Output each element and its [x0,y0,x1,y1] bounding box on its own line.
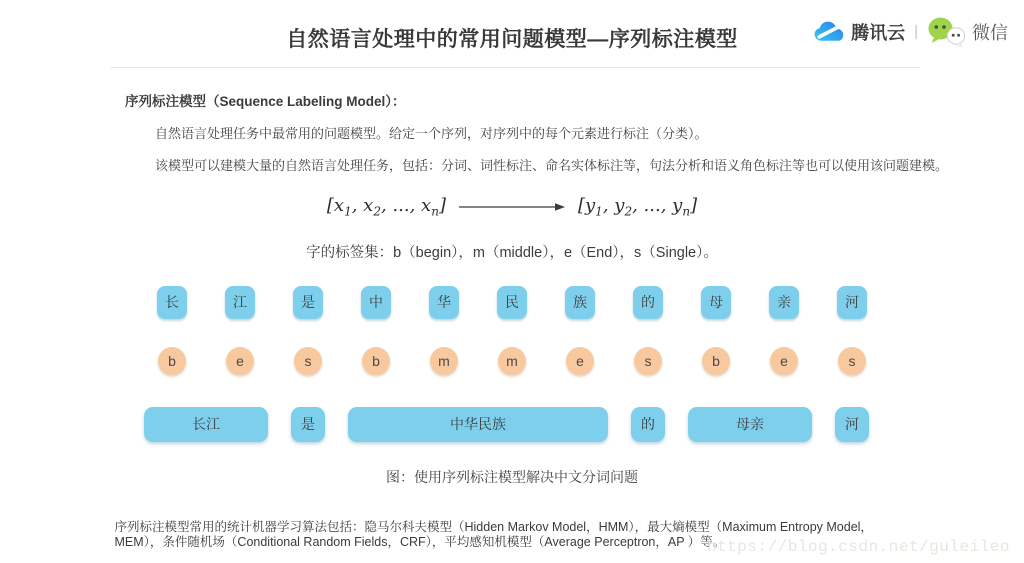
tag-circle: s [294,347,322,375]
brand-divider: | [914,23,918,40]
char-box: 长 [157,286,187,319]
tencent-cloud-label: 腾讯云 [851,22,906,43]
sequence-mapping-formula [0,195,1024,219]
slide-header [0,0,1024,68]
tag-circle: e [770,347,798,375]
tencent-cloud-icon [812,20,846,44]
char-box: 民 [497,286,527,319]
char-box: 母 [701,286,731,319]
word-row [0,407,1024,442]
char-box: 江 [225,286,255,319]
word-box: 的 [631,407,665,442]
tag-circle: e [226,347,254,375]
watermark: https://blog.csdn.net/guleileo [706,538,1010,556]
wechat-label: 微信 [972,22,1008,43]
figure-caption: 图：使用序列标注模型解决中文分词问题 [386,468,638,485]
wechat-icon [927,16,967,47]
header-divider [110,67,920,68]
word-box: 是 [291,407,325,442]
word-box: 河 [835,407,869,442]
word-box: 长江 [144,407,268,442]
maps-to-arrow [458,201,566,213]
page-title: 自然语言处理中的常用问题模型—序列标注模型 [286,28,738,51]
formula-input-sequence: [$x_1$, $x_2$, ..., $x_n$] [326,195,446,219]
formula-output-sequence: [$y_1$, $y_2$, ..., $y_n$] [577,195,698,219]
algorithms-note: 序列标注模型常用的统计机器学习算法包括：隐马尔科夫模型（Hidden Markov Model，HMM），最大熵模型（Maximum Entropy Model，MEM），条件随机场（Conditional Random Fields，CRF），平均感知机模型（Average Perceptron，AP ）等。 [114,519,873,549]
tag-circle: e [566,347,594,375]
intro-line-2: 该模型可以建模大量的自然语言处理任务，包括：分词、词性标注、命名实体标注等，句法分析和语义角色标注等也可以使用该问题建模。 [155,158,949,173]
char-box: 中 [361,286,391,319]
tag-circle: b [158,347,186,375]
section-heading: 序列标注模型（Sequence Labeling Model）： [125,94,406,109]
char-box: 河 [837,286,867,319]
char-box: 华 [429,286,459,319]
tag-circle: m [430,347,458,375]
word-box: 母亲 [688,407,812,442]
char-box: 的 [633,286,663,319]
char-box: 是 [293,286,323,319]
tag-circle: s [838,347,866,375]
tag-set-line: 字的标签集：b（begin），m（middle），e（End），s（Single）。 [306,244,718,261]
tag-circle: m [498,347,526,375]
brand-area [812,16,1008,47]
char-box: 亲 [769,286,799,319]
word-box: 中华民族 [348,407,608,442]
slide-body [0,90,1024,550]
intro-line-1: 自然语言处理任务中最常用的问题模型。给定一个序列，对序列中的每个元素进行标注（分类）。 [155,126,708,141]
tag-circle: b [702,347,730,375]
tag-circle: b [362,347,390,375]
tag-circle: s [634,347,662,375]
char-box: 族 [565,286,595,319]
tag-row [0,347,1024,375]
character-row [0,286,1024,319]
